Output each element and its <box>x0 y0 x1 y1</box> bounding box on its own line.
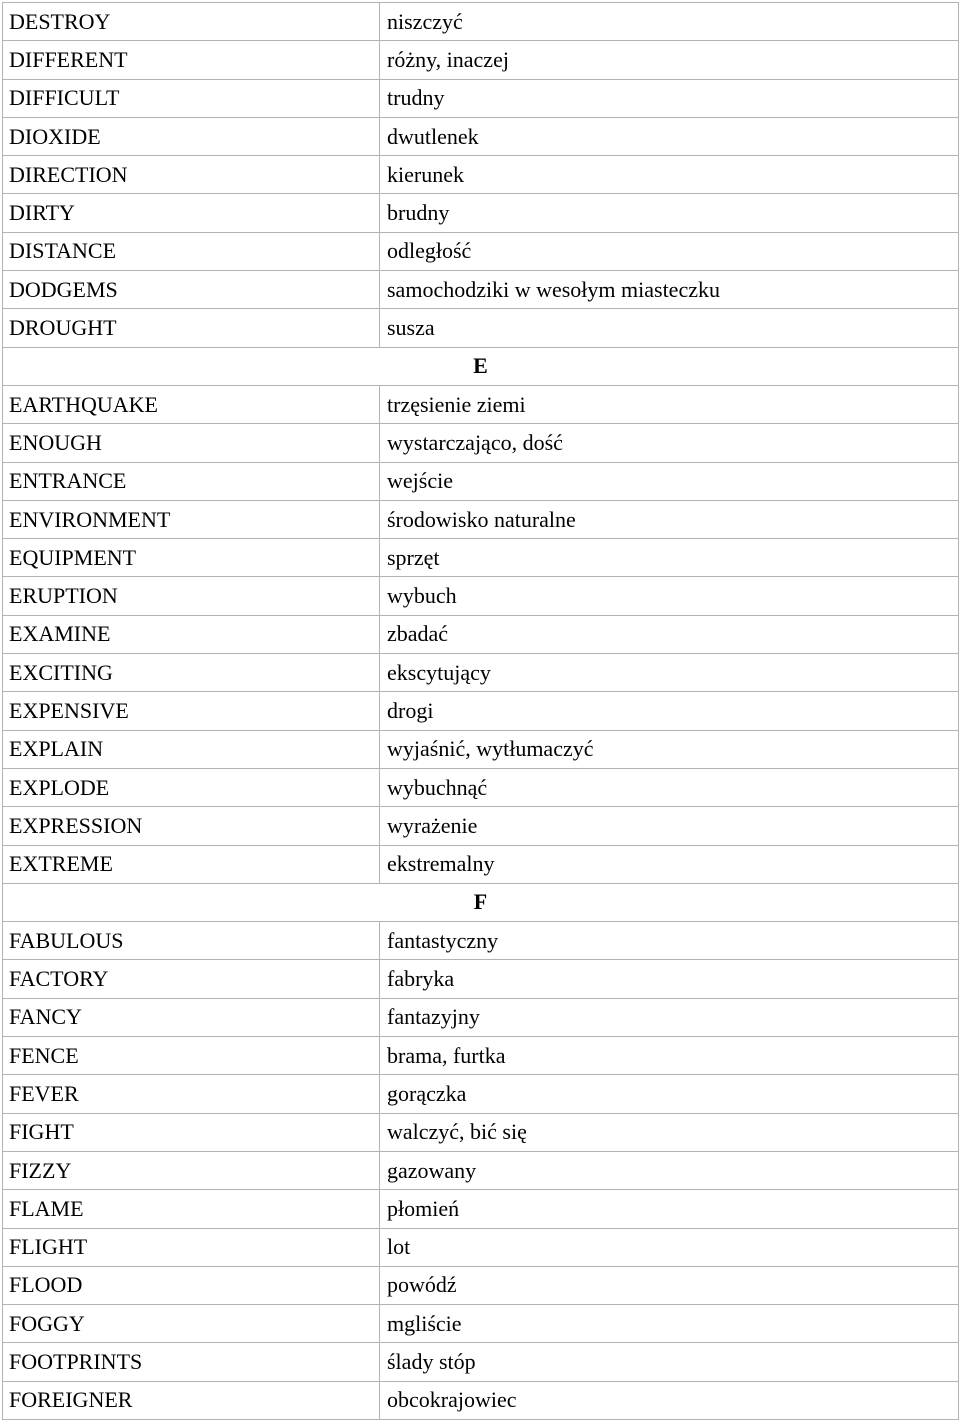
polish-translation: drogi <box>380 692 959 730</box>
polish-translation: wyjaśnić, wytłumaczyć <box>380 730 959 768</box>
table-row <box>3 768 959 806</box>
table-row <box>3 845 959 883</box>
table-row <box>3 194 959 232</box>
english-word: FENCE <box>3 1037 380 1075</box>
english-word: DIRTY <box>3 194 380 232</box>
english-word: ENVIRONMENT <box>3 500 380 538</box>
polish-translation: brama, furtka <box>380 1037 959 1075</box>
table-row <box>3 577 959 615</box>
polish-translation: ekstremalny <box>380 845 959 883</box>
section-header-row <box>3 883 959 921</box>
polish-translation: odległość <box>380 232 959 270</box>
table-row <box>3 156 959 194</box>
english-word: DIFFICULT <box>3 79 380 117</box>
english-word: DODGEMS <box>3 271 380 309</box>
english-word: DISTANCE <box>3 232 380 270</box>
polish-translation: sprzęt <box>380 539 959 577</box>
english-word: FANCY <box>3 998 380 1036</box>
polish-translation: brudny <box>380 194 959 232</box>
polish-translation: fantastyczny <box>380 922 959 960</box>
polish-translation: dwutlenek <box>380 117 959 155</box>
english-word: FACTORY <box>3 960 380 998</box>
table-row <box>3 960 959 998</box>
polish-translation: fantazyjny <box>380 998 959 1036</box>
table-row <box>3 117 959 155</box>
table-row <box>3 1190 959 1228</box>
table-row <box>3 1343 959 1381</box>
polish-translation: płomień <box>380 1190 959 1228</box>
polish-translation: ślady stóp <box>380 1343 959 1381</box>
polish-translation: kierunek <box>380 156 959 194</box>
polish-translation: mgliście <box>380 1305 959 1343</box>
english-word: ENTRANCE <box>3 462 380 500</box>
polish-translation: fabryka <box>380 960 959 998</box>
polish-translation: wejście <box>380 462 959 500</box>
english-word: EXPRESSION <box>3 807 380 845</box>
english-word: FOREIGNER <box>3 1381 380 1419</box>
table-row <box>3 615 959 653</box>
table-row <box>3 462 959 500</box>
table-row <box>3 3 959 41</box>
polish-translation: walczyć, bić się <box>380 1113 959 1151</box>
english-word: EXAMINE <box>3 615 380 653</box>
table-row <box>3 807 959 845</box>
polish-translation: wybuch <box>380 577 959 615</box>
section-letter: E <box>3 347 959 385</box>
table-row <box>3 1113 959 1151</box>
english-word: FEVER <box>3 1075 380 1113</box>
section-letter: F <box>3 883 959 921</box>
table-row <box>3 232 959 270</box>
english-word: DIRECTION <box>3 156 380 194</box>
polish-translation: obcokrajowiec <box>380 1381 959 1419</box>
polish-translation: susza <box>380 309 959 347</box>
english-word: ENOUGH <box>3 424 380 462</box>
polish-translation: gazowany <box>380 1151 959 1189</box>
table-row <box>3 730 959 768</box>
english-word: FLIGHT <box>3 1228 380 1266</box>
english-word: DESTROY <box>3 3 380 41</box>
table-row <box>3 692 959 730</box>
table-row <box>3 79 959 117</box>
table-row <box>3 1151 959 1189</box>
english-word: FIZZY <box>3 1151 380 1189</box>
vocabulary-table <box>2 2 959 1420</box>
polish-translation: powódź <box>380 1266 959 1304</box>
table-row <box>3 654 959 692</box>
english-word: EQUIPMENT <box>3 539 380 577</box>
polish-translation: zbadać <box>380 615 959 653</box>
english-word: EXPLODE <box>3 768 380 806</box>
table-row <box>3 385 959 423</box>
table-row <box>3 500 959 538</box>
english-word: EXTREME <box>3 845 380 883</box>
table-row <box>3 539 959 577</box>
polish-translation: wystarczająco, dość <box>380 424 959 462</box>
table-row <box>3 1037 959 1075</box>
polish-translation: wybuchnąć <box>380 768 959 806</box>
polish-translation: wyrażenie <box>380 807 959 845</box>
english-word: DIOXIDE <box>3 117 380 155</box>
english-word: EARTHQUAKE <box>3 385 380 423</box>
english-word: DIFFERENT <box>3 41 380 79</box>
polish-translation: różny, inaczej <box>380 41 959 79</box>
polish-translation: ekscytujący <box>380 654 959 692</box>
english-word: EXCITING <box>3 654 380 692</box>
english-word: DROUGHT <box>3 309 380 347</box>
polish-translation: niszczyć <box>380 3 959 41</box>
polish-translation: środowisko naturalne <box>380 500 959 538</box>
table-row <box>3 424 959 462</box>
table-row <box>3 1075 959 1113</box>
table-row <box>3 922 959 960</box>
english-word: FLOOD <box>3 1266 380 1304</box>
polish-translation: trudny <box>380 79 959 117</box>
table-row <box>3 1305 959 1343</box>
table-row <box>3 1266 959 1304</box>
polish-translation: lot <box>380 1228 959 1266</box>
polish-translation: samochodziki w wesołym miasteczku <box>380 271 959 309</box>
table-row <box>3 1381 959 1419</box>
english-word: ERUPTION <box>3 577 380 615</box>
section-header-row <box>3 347 959 385</box>
polish-translation: trzęsienie ziemi <box>380 385 959 423</box>
english-word: EXPENSIVE <box>3 692 380 730</box>
table-row <box>3 1228 959 1266</box>
english-word: FOOTPRINTS <box>3 1343 380 1381</box>
polish-translation: gorączka <box>380 1075 959 1113</box>
table-row <box>3 309 959 347</box>
table-row <box>3 271 959 309</box>
vocabulary-table-body <box>3 3 959 1420</box>
english-word: FABULOUS <box>3 922 380 960</box>
english-word: FIGHT <box>3 1113 380 1151</box>
english-word: EXPLAIN <box>3 730 380 768</box>
english-word: FOGGY <box>3 1305 380 1343</box>
table-row <box>3 41 959 79</box>
english-word: FLAME <box>3 1190 380 1228</box>
table-row <box>3 998 959 1036</box>
